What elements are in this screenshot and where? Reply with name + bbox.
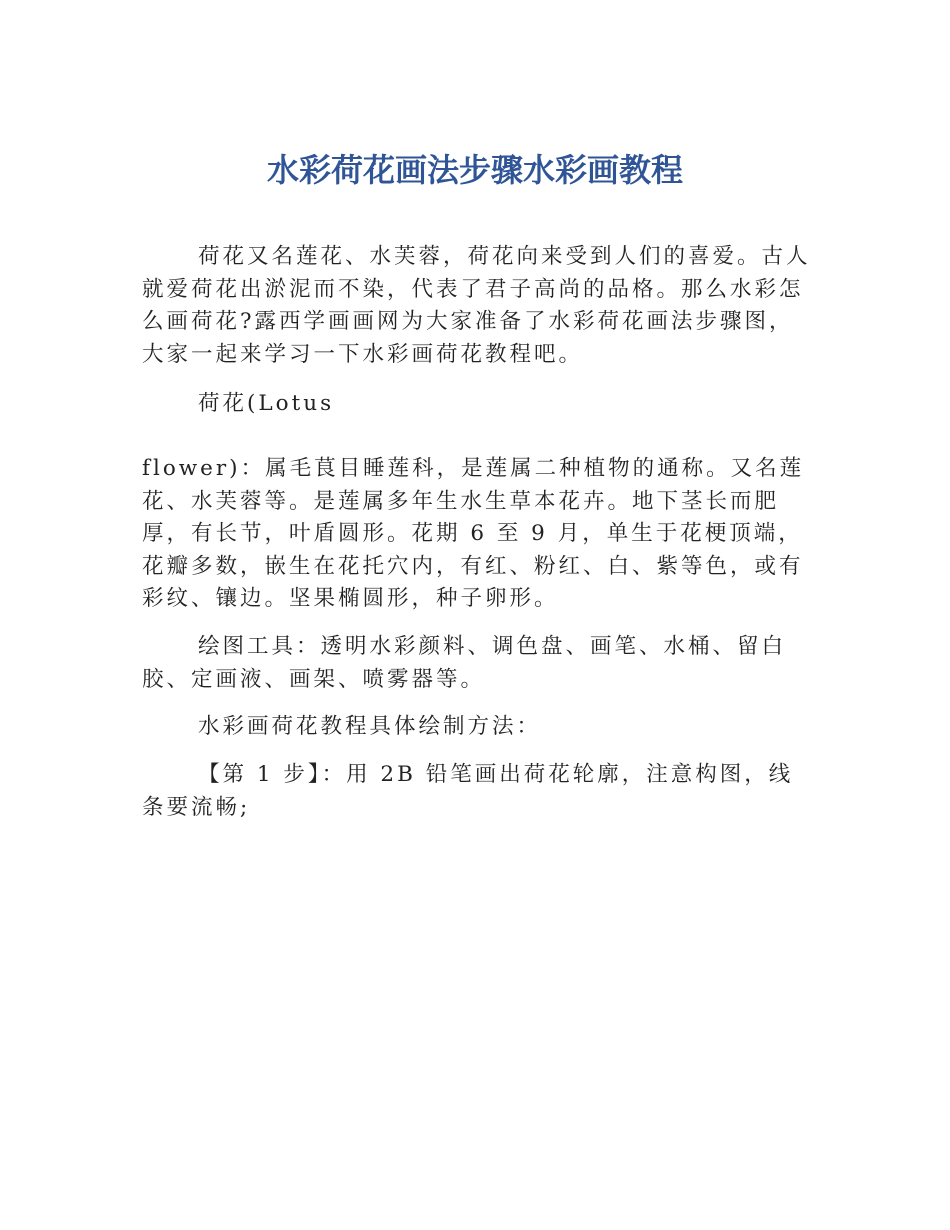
method-heading-paragraph: 水彩画荷花教程具体绘制方法： xyxy=(198,714,542,739)
page-title: 水彩荷花画法步骤水彩画教程 xyxy=(266,151,683,189)
lotus-description-paragraph: flower)：属毛茛目睡莲科，是莲属二种植物的通称。又名莲花、水芙蓉等。是莲属多年生水生草本花卉。地下茎长而肥厚，有长节，叶盾圆形。花期 6 至 9 月，单生于花梗顶端，花瓣多数，嵌生在花托穴内，有红、粉红、白、紫等色，或有彩纹、镶边。坚果椭圆形，种子卵形。 xyxy=(142,456,805,611)
tools-paragraph: 绘图工具：透明水彩颜料、调色盘、画笔、水桶、留白胶、定画液、画架、喷雾器等。 xyxy=(142,634,787,692)
lotus-name-paragraph: 荷花(Lotus xyxy=(198,391,335,416)
step-1-paragraph: 【第 1 步】：用 2B 铅笔画出荷花轮廓，注意构图，线条要流畅; xyxy=(142,762,794,820)
intro-paragraph: 荷花又名莲花、水芙蓉，荷花向来受到人们的喜爱。古人就爱荷花出淤泥而不染，代表了君子高尚的品格。那么水彩怎么画荷花?露西学画画网为大家准备了水彩荷花画法步骤图，大家一起来学习一下水彩画荷花教程吧。 xyxy=(142,244,811,367)
